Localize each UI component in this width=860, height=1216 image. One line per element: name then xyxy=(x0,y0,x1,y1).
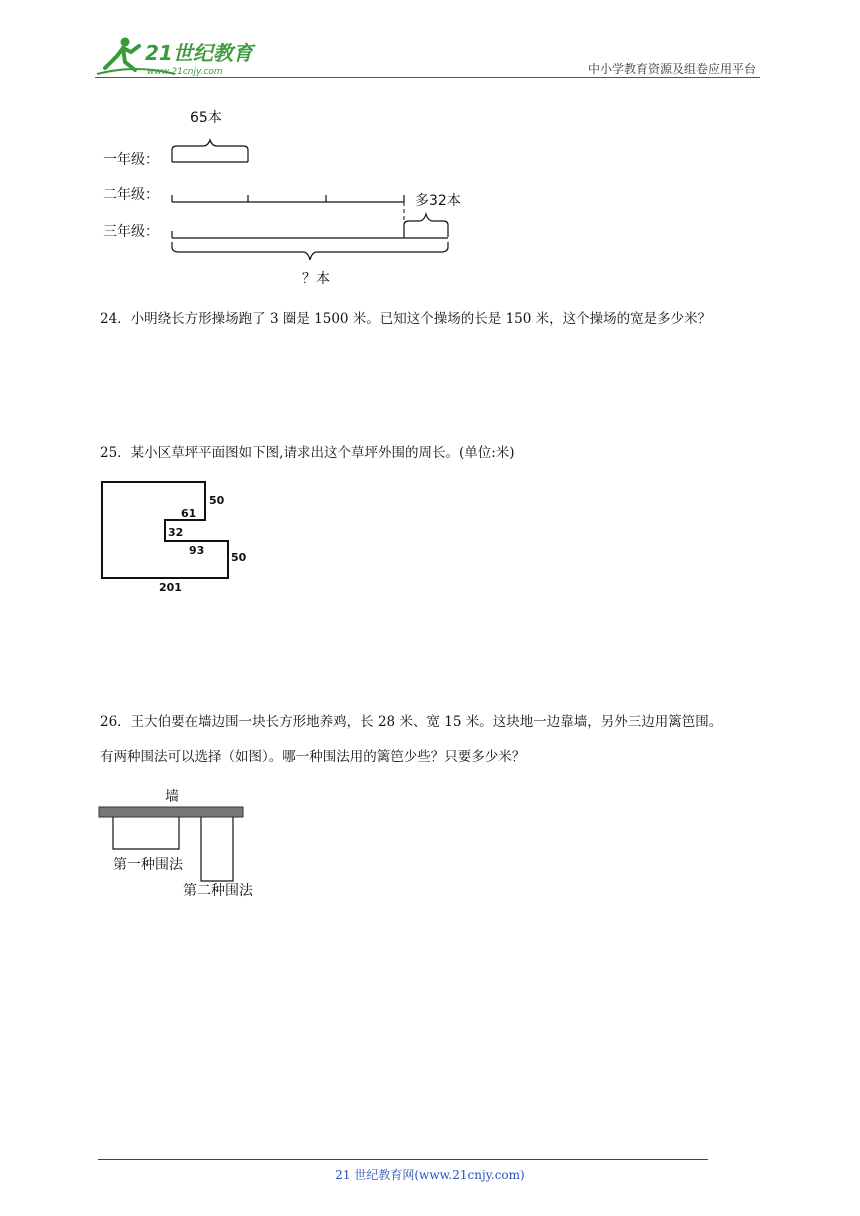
fence-methods-diagram xyxy=(95,783,270,903)
label-top-right: 50 xyxy=(209,494,225,507)
total-brace xyxy=(172,242,448,260)
grade1-brace xyxy=(172,140,248,162)
top-label: 65本 xyxy=(190,110,222,126)
method2-label: 第二种围法 xyxy=(183,883,253,899)
question-24: 24．小明绕长方形操场跑了 3 圈是 1500 米。已知这个操场的长是 150 米，这个操场的宽是多少米？ xyxy=(100,311,712,327)
logo xyxy=(95,34,260,78)
row-label-grade3: 三年级： xyxy=(103,224,159,240)
footer-link[interactable]: 21 世纪教育网(www.21cnjy.com) xyxy=(335,1168,525,1182)
logo-url: www.21cnjy.com xyxy=(147,67,223,77)
grade2-bar xyxy=(172,195,404,202)
question-26-line1: 26．王大伯要在墙边围一块长方形地养鸡，长 28 米、宽 15 米。这块地一边靠墙，另外三边用篱笆围。 xyxy=(100,714,723,730)
label-notch-top: 61 xyxy=(181,507,197,520)
label-bottom: 201 xyxy=(159,581,182,594)
wall-bar xyxy=(99,807,243,817)
method2-rect xyxy=(201,817,233,881)
lawn-plan-diagram xyxy=(95,475,265,600)
footer-divider xyxy=(98,1159,708,1160)
label-bottom-right: 50 xyxy=(231,551,247,564)
wall-label: 墙 xyxy=(165,789,179,805)
question-26-line2: 有两种围法可以选择（如图）。哪一种围法用的篱笆少些？只要多少米？ xyxy=(100,749,526,765)
label-notch-side: 32 xyxy=(168,526,184,539)
grade3-bar xyxy=(172,231,448,238)
row-label-grade2: 二年级： xyxy=(103,187,159,203)
method1-rect xyxy=(113,817,179,849)
header-platform-text: 中小学教育资源及组卷应用平台 xyxy=(587,62,756,76)
row-label-grade1: 一年级： xyxy=(103,152,159,168)
logo-text: 21世纪教育 xyxy=(145,41,253,65)
label-step: 93 xyxy=(189,544,205,557)
more-label: 多32本 xyxy=(415,193,461,209)
extra-brace xyxy=(404,214,448,237)
question-25: 25．某小区草坪平面图如下图,请求出这个草坪外围的周长。(单位:米) xyxy=(100,445,515,461)
grade-books-diagram xyxy=(95,100,475,295)
method1-label: 第一种围法 xyxy=(113,857,183,873)
header-divider xyxy=(95,77,760,78)
total-label: ？本 xyxy=(302,271,330,287)
